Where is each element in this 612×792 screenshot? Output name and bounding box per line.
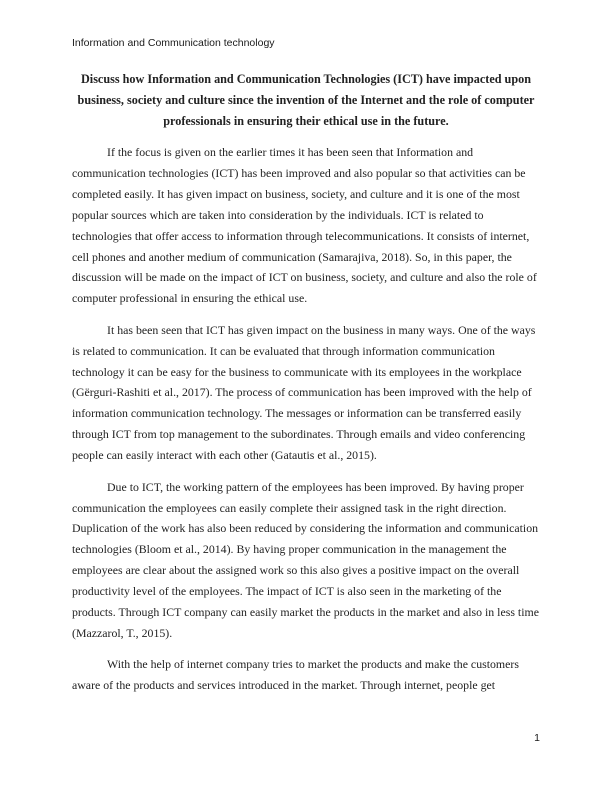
running-header: Information and Communication technology bbox=[72, 37, 275, 49]
document-title: Discuss how Information and Communication Technologies (ICT) have impacted upon business, society and culture since the invention of the Internet and the role of computer professionals in ensuring their ethical use in the future. bbox=[77, 72, 535, 128]
paragraph-3: Due to ICT, the working pattern of the employees has been improved. By having proper communication the employees can easily complete their assigned task in the right direction. Duplication of the work has also been reduced by considering the information and communication technologies (Bloom et al., 2014). By having proper communication in the management the employees are clear about the assigned work so this also gives a positive impact on the overall productivity level of the employees. The impact of ICT is also seen in the marketing of the products. Through ICT company can easily market the products in the market and also in less time (Mazzarol, T., 2015). bbox=[72, 479, 539, 640]
paragraph-4: With the help of internet company tries to market the products and make the customers aware of the products and services introduced in the market. Through internet, people get bbox=[72, 657, 519, 693]
page-number: 1 bbox=[534, 732, 540, 744]
paragraph-2: It has been seen that ICT has given impact on the business in many ways. One of the ways is related to communication. It can be evaluated that through information communication technology it can be easy for the business to communicate with its employees in the workplace (Gërguri-Rashiti et al., 2017). The process of communication has been improved with the help of information communication technology. The messages or information can be transferred easily through ICT from top management to the subordinates. Through emails and video conferencing people can easily interact with each other (Gatautis et al., 2015). bbox=[72, 322, 536, 463]
paragraph-1: If the focus is given on the earlier times it has been seen that Information and communication technologies (ICT) has been improved and also popular so that activities can be completed easily. It has given impact on business, society, and culture and it is one of the most popular sources which are taken into consideration by the individuals. ICT is related to technologies that offer access to information through telecommunications. It consists of internet, cell phones and another medium of communication (Samarajiva, 2018). So, in this paper, the discussion will be made on the impact of ICT on business, society, and culture and also the role of computer professional in ensuring the ethical use. bbox=[72, 145, 537, 306]
document-body bbox=[72, 142, 542, 707]
